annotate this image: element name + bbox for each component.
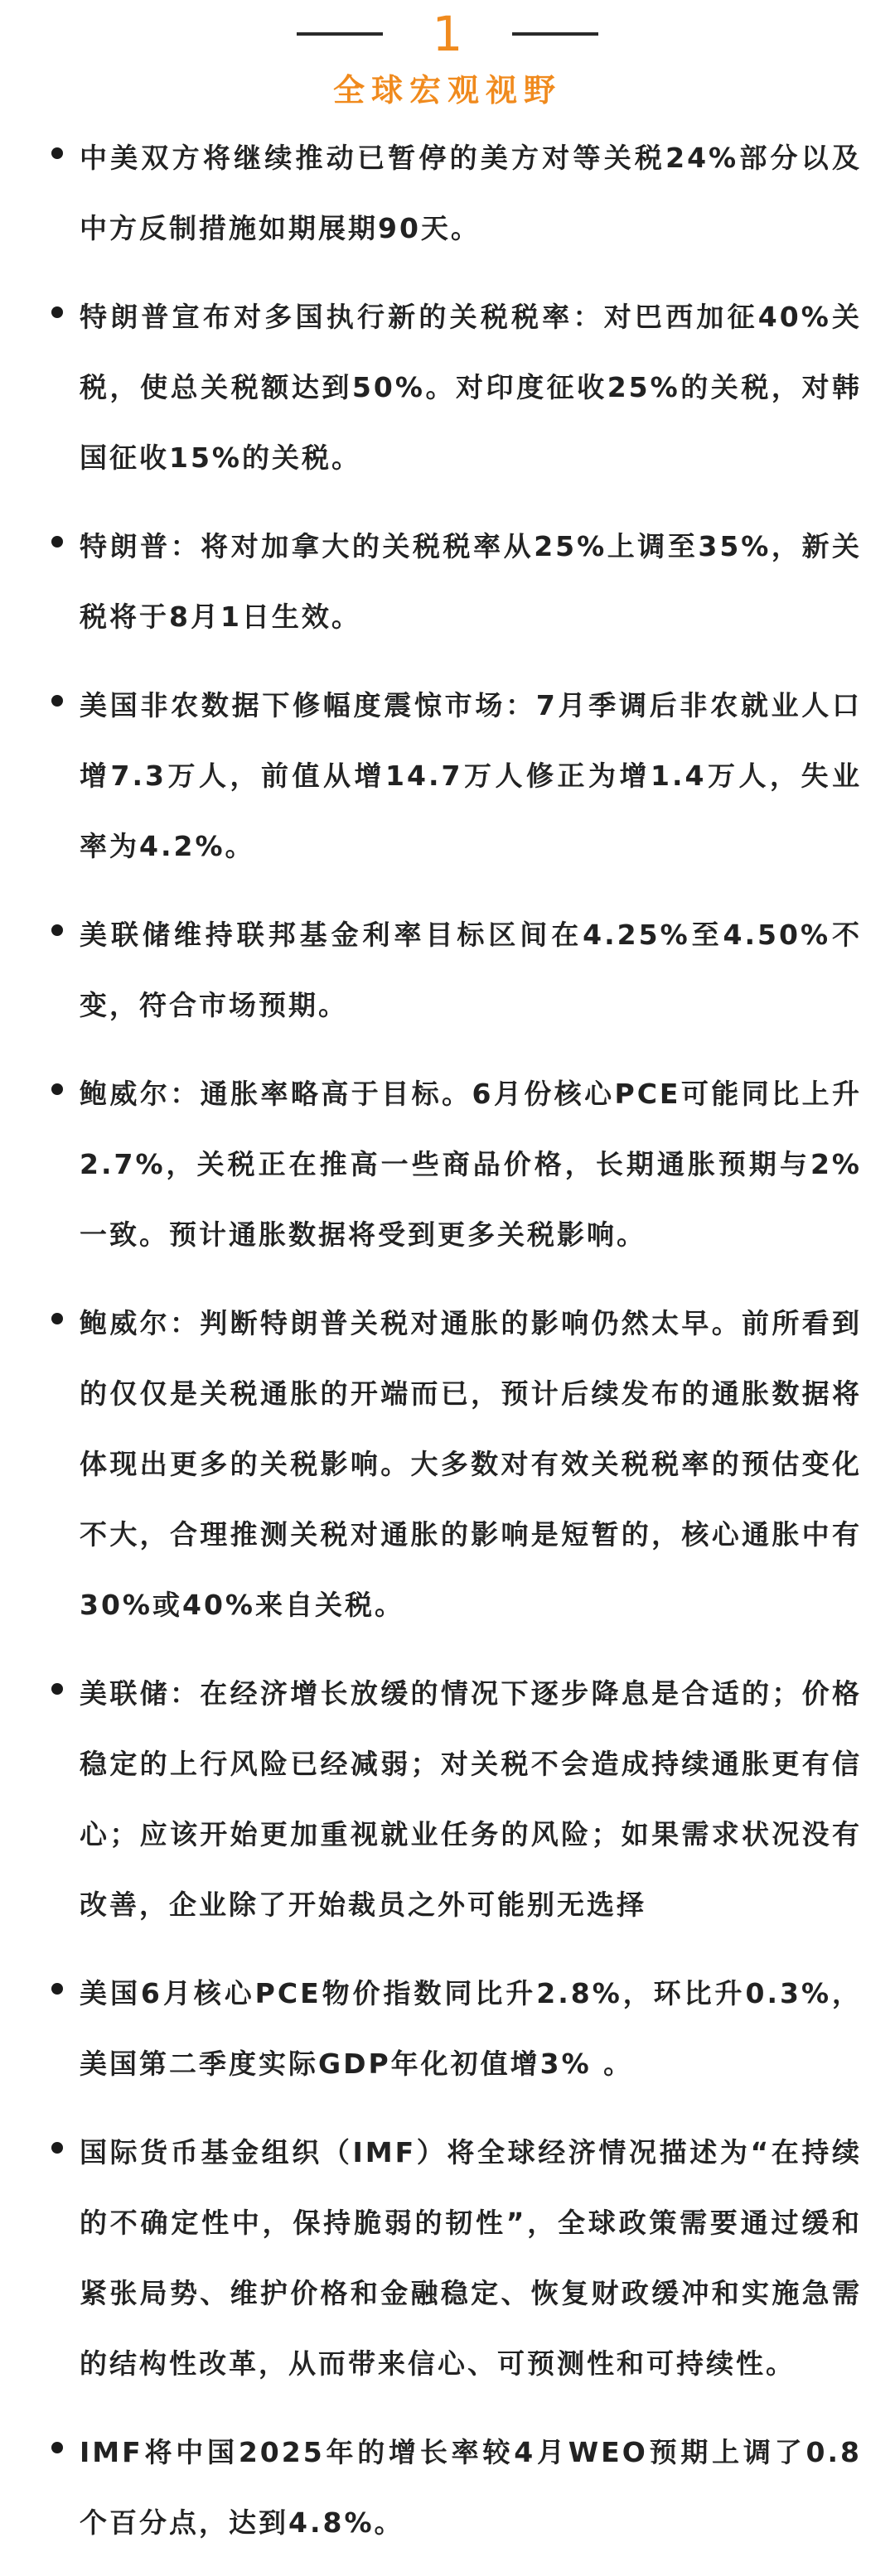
list-item — [0, 282, 895, 493]
bullet-icon — [51, 1683, 63, 1695]
bullet-icon — [51, 536, 63, 548]
list-item-text: 美国非农数据下修幅度震惊市场：7月季调后非农就业人口增7.3万人，前值从增14.7万人修正为增1.4万人，失业率为4.2%。 — [80, 689, 862, 862]
list-item-text: 鲍威尔：判断特朗普关税对通胀的影响仍然太早。前所看到的仅仅是关税通胀的开端而已，预计后续发布的通胀数据将体现出更多的关税影响。大多数对有效关税税率的预估变化不大，合理推测关税对通胀的影响是短暂的，核心通胀中有30%或40%来自关税。 — [80, 1307, 862, 1621]
section-number-row — [0, 5, 895, 63]
bullet-icon — [51, 924, 63, 936]
list-item — [0, 2117, 895, 2399]
list-item — [0, 900, 895, 1040]
list-item-text: 鲍威尔：通胀率略高于目标。6月份核心PCE可能同比上升2.7%，关税正在推高一些商品价格，长期通胀预期与2%一致。预计通胀数据将受到更多关税影响。 — [80, 1078, 862, 1251]
bullet-icon — [51, 306, 63, 318]
bullet-icon — [51, 695, 63, 707]
section-header — [0, 0, 895, 124]
list-item — [0, 1658, 895, 1940]
list-item-text: 特朗普：将对加拿大的关税税率从25%上调至35%，新关税将于8月1日生效。 — [80, 530, 862, 633]
right-divider — [512, 32, 598, 36]
list-item-text: IMF将中国2025年的增长率较4月WEO预期上调了0.8个百分点，达到4.8%。 — [80, 2436, 862, 2539]
section-title: 全球宏观视野 — [332, 72, 562, 109]
list-item — [0, 1958, 895, 2099]
bullet-icon — [51, 147, 63, 159]
list-item-text: 特朗普宣布对多国执行新的关税税率：对巴西加征40%关税，使总关税额达到50%。对印度征收25%的关税，对韩国征收15%的关税。 — [80, 301, 862, 474]
list-item-text: 美联储维持联邦基金利率目标区间在4.25%至4.50%不变，符合市场预期。 — [80, 919, 862, 1021]
list-item — [0, 511, 895, 652]
list-item — [0, 1059, 895, 1270]
list-item-text: 美联储：在经济增长放缓的情况下逐步降息是合适的；价格稳定的上行风险已经减弱；对关税不会造成持续通胀更有信心；应该开始更加重视就业任务的风险；如果需求状况没有改善，企业除了开始裁员之外可能别无选择 — [80, 1677, 862, 1921]
bullet-icon — [51, 1083, 63, 1095]
bullet-icon — [51, 2442, 63, 2453]
bullet-icon — [51, 1983, 63, 1995]
list-item-text: 中美双方将继续推动已暂停的美方对等关税24%部分以及中方反制措施如期展期90天。 — [80, 142, 862, 244]
list-item-text: 国际货币基金组织（IMF）将全球经济情况描述为“在持续的不确定性中，保持脆弱的韧性”，全球政策需要通过缓和紧张局势、维护价格和金融稳定、恢复财政缓冲和实施急需的结构性改革，从而带来信心、可预测性和可持续性。 — [80, 2136, 862, 2380]
left-divider — [297, 32, 383, 36]
list-item — [0, 123, 895, 263]
list-item — [0, 1288, 895, 1640]
bullet-icon — [51, 1313, 63, 1324]
list-item-text: 美国6月核心PCE物价指数同比升2.8%，环比升0.3%，美国第二季度实际GDP年化初值增3% 。 — [80, 1977, 862, 2080]
bullet-icon — [51, 2142, 63, 2154]
section-number: 1 — [432, 6, 463, 62]
list-item — [0, 2417, 895, 2558]
news-list — [0, 123, 895, 2576]
list-item — [0, 670, 895, 881]
